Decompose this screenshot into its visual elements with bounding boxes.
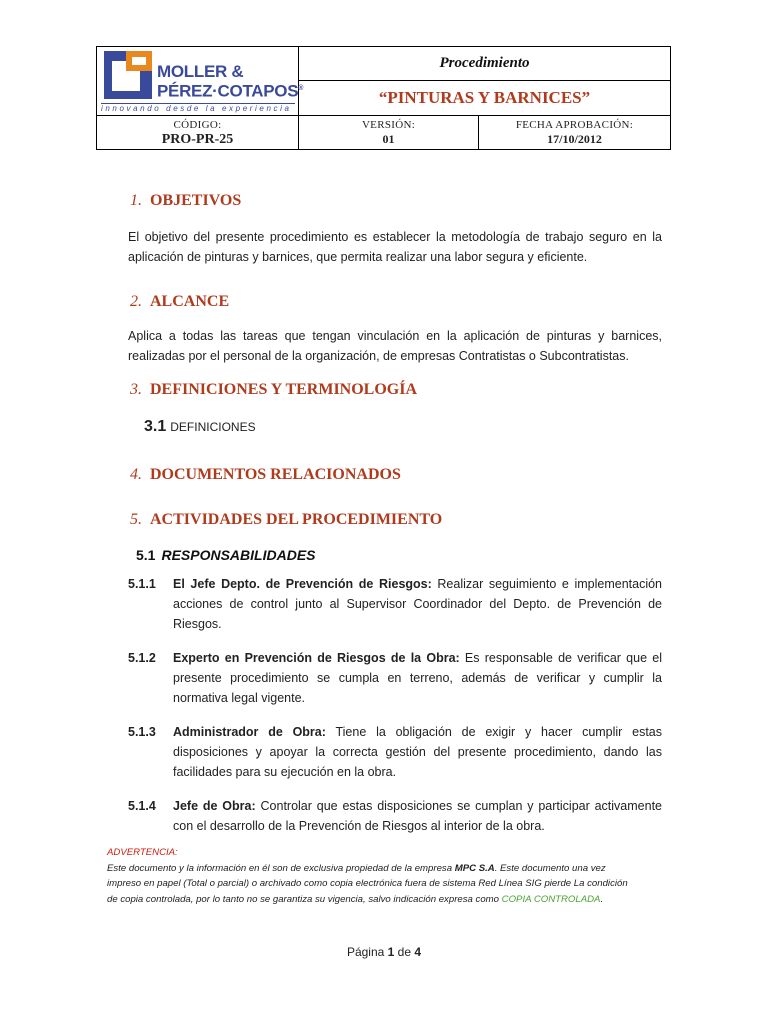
item-role: Experto en Prevención de Riesgos de la Obra: — [173, 651, 460, 665]
item-description: Es responsable de verificar que el presente procedimiento se cumpla en terreno, además de verificar y cumplir la normativa legal vigente. — [173, 651, 662, 705]
subsection-number: 3.1 — [144, 418, 167, 435]
logo-tagline: innovando desde la experiencia — [101, 103, 295, 114]
section-number: 5. — [130, 511, 142, 528]
company-logo — [97, 47, 304, 115]
section-heading-objetivos — [130, 192, 241, 210]
item-role: El Jefe Depto. de Prevención de Riesgos: — [173, 577, 432, 591]
item-text — [173, 722, 662, 782]
warning-company: MPC S.A — [454, 862, 495, 874]
logo-line1: MOLLER & — [157, 62, 244, 81]
total-pages: 4 — [414, 945, 422, 959]
doc-name: “PINTURAS Y BARNICES” — [378, 88, 591, 107]
current-page: 1 — [387, 945, 395, 959]
section-title: ACTIVIDADES DEL PROCEDIMIENTO — [150, 511, 443, 528]
doc-type-label: Procedimiento — [299, 47, 670, 81]
date-cell — [479, 116, 670, 149]
version-cell — [299, 116, 479, 149]
controlled-copy-label: COPIA CONTROLADA — [501, 893, 601, 905]
section-heading-alcance — [130, 293, 229, 311]
registered-mark: ® — [298, 85, 304, 92]
item-description: Controlar que estas disposiciones se cumplan y participar activamente con el desarrollo de la Prevención de Riesgos al interior de la obra. — [173, 799, 663, 833]
section-heading-actividades — [130, 511, 442, 529]
code-value: PRO-PR-25 — [161, 131, 234, 147]
header-table — [96, 46, 671, 150]
warning-title: ADVERTENCIA: — [107, 847, 178, 858]
section-title: ALCANCE — [150, 293, 230, 310]
version-label: VERSIÓN: — [361, 118, 416, 131]
subsection-definiciones — [144, 418, 256, 436]
section-heading-documentos — [130, 466, 401, 484]
item-text — [173, 796, 662, 836]
section-paragraph-alcance: Aplica a todas las tareas que tengan vinculación en la aplicación de pinturas y barnices, realizadas por el personal de la organización, de empresas Contratistas o Subcontratistas. — [128, 329, 662, 363]
responsibility-item — [128, 574, 662, 634]
item-number: 5.1.1 — [128, 577, 156, 591]
section-title: DEFINICIONES Y TERMINOLOGÍA — [150, 381, 418, 398]
section-number: 3. — [130, 381, 142, 398]
item-role: Administrador de Obra: — [173, 725, 326, 739]
section-number: 2. — [130, 293, 142, 310]
date-label: FECHA APROBACIÓN: — [515, 118, 634, 131]
subsection-number: 5.1 — [136, 547, 156, 563]
subsection-responsabilidades — [136, 547, 316, 563]
responsibility-item — [128, 796, 662, 836]
code-cell — [97, 116, 299, 149]
version-value: 01 — [382, 131, 395, 146]
responsibility-item — [128, 648, 662, 708]
header-meta-row — [97, 115, 670, 149]
section-number: 4. — [130, 466, 142, 483]
logo-line2: PÉREZ·COTAPOS® — [157, 81, 304, 101]
item-text — [173, 648, 662, 708]
section-title: DOCUMENTOS RELACIONADOS — [150, 466, 401, 483]
warning-notice — [107, 845, 633, 907]
section-number: 1. — [130, 192, 142, 209]
logo-wordmark — [157, 63, 303, 100]
item-description: Tiene la obligación de exigir y hacer cumplir estas disposiciones y apoyar la correcta gestión del presente procedimiento, dando las facilidades para su ejecución en la obra. — [173, 725, 663, 779]
item-description: Realizar seguimiento e implementación acciones de control junto al Supervisor Coordinador del Depto. de Prevención de Riesgos. — [173, 577, 662, 631]
logo-mark-icon — [102, 49, 154, 101]
item-text — [173, 574, 662, 634]
section-title: OBJETIVOS — [150, 192, 242, 209]
item-role: Jefe de Obra: — [173, 799, 256, 813]
code-label: CÓDIGO: — [173, 118, 222, 131]
page-number: Página 1 de 4 — [346, 945, 422, 959]
subsection-title: DEFINICIONES — [170, 420, 256, 434]
item-number: 5.1.2 — [128, 651, 156, 665]
responsibility-item — [128, 722, 662, 782]
section-heading-definiciones — [130, 381, 417, 399]
subsection-title: RESPONSABILIDADES — [161, 547, 316, 563]
warning-body: Este documento y la información en él son de exclusiva propiedad de la empresa MPC S.A. Este documento una vez impreso en papel (Total o parcial) o archivado como copia electrónica fuera de sistema Red Línea SIG pierde La condición de copia controlada, por lo tanto no se garantiza su vigencia, salvo indicación expresa como COPIA CONTROLADA. — [107, 862, 628, 905]
section-paragraph-objetivos: El objetivo del presente procedimiento es establecer la metodología de trabajo seguro en la aplicación de pinturas y barnices, que permita realizar una labor segura y eficiente. — [128, 230, 662, 264]
item-number: 5.1.4 — [128, 799, 156, 813]
date-value: 17/10/2012 — [547, 131, 602, 146]
item-number: 5.1.3 — [128, 725, 156, 739]
